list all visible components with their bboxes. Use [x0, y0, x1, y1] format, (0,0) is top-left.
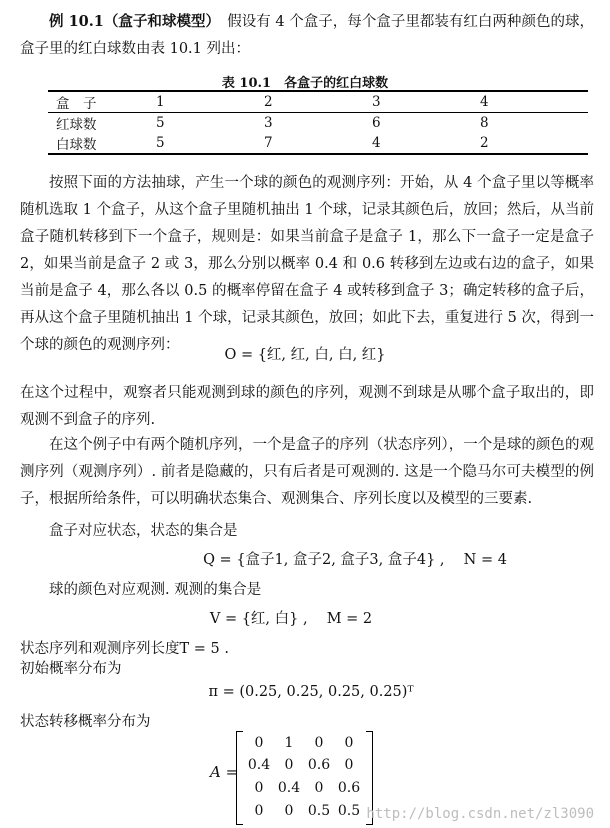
row-label: 白球数: [48, 133, 156, 154]
matrix-cell: 0.5: [337, 803, 361, 819]
header-cell: 4: [480, 91, 588, 113]
matrix-cell: 0: [314, 735, 324, 751]
matrix-cell: 0: [344, 735, 354, 751]
table-cell: 7: [264, 133, 372, 154]
matrix-left-bracket: [236, 731, 243, 825]
table-header-row: [48, 91, 588, 113]
procedure-paragraph: 按照下面的方法抽球，产生一个球的颜色的观测序列：开始，从 4 个盒子里以等概率随机选取 1 个盒子，从这个盒子里随机抽出 1 个球，记录其颜色后，放回；然后，从当前盒子随机转移到下一个盒子，规则是：如果当前盒子是盒子 1，那么下一盒子一定是盒子 2，如果当前是盒子 2 或 3，那么分别以概率 0.4 和 0.6 转移到左边或右边的盒子，如果当前是盒子 4，那么各以 0.5 的概率停留在盒子 4 或转移到盒子 3；确定转移的盒子后，再从这个盒子里随机抽出 1 个球，记录其颜色，放回；如此下去，重复进行 5 次，得到一个球的颜色的观测序列：: [20, 175, 594, 353]
table-cell: 3: [264, 115, 273, 131]
matrix-cell: 0: [284, 803, 294, 819]
header-cell: 1: [156, 91, 264, 113]
initial-distribution-formula: π = (0.25, 0.25, 0.25, 0.25)ᵀ: [208, 684, 414, 700]
hmm-paragraph: 在这个例子中有两个随机序列，一个是盒子的序列（状态序列），一个是球的颜色的观测序列（观测序列）. 前者是隐藏的，只有后者是可观测的. 这是一个隐马尔可夫模型的例子，根据所给条件，可以明确状态集合、观测集合、序列长度以及模型的三要素.: [20, 437, 594, 507]
table-cell: 8: [480, 115, 489, 131]
matrix-cell: 0: [254, 803, 264, 819]
observation-sequence-formula: O = {红, 红, 白, 白, 红}: [224, 347, 386, 363]
matrix-cell: 0.6: [307, 757, 331, 773]
matrix-cell: 0.6: [337, 780, 361, 796]
matrix-name: A =: [210, 763, 239, 781]
table-cell: 2: [480, 133, 588, 154]
example-label: 例 10.1（盒子和球模型）: [49, 13, 213, 30]
ball-count-table: [48, 90, 588, 155]
matrix-cell: 0: [284, 757, 294, 773]
table-cell: 6: [372, 115, 381, 131]
matrix-cell: 0.4: [277, 780, 301, 796]
observation-set-intro: 球的颜色对应观测. 观测的集合是: [49, 582, 262, 598]
table-caption: 表 10.1 各盒子的红白球数: [221, 76, 389, 91]
table-cell: 5: [156, 115, 165, 131]
matrix-cell: 0: [344, 757, 354, 773]
sequence-length-text: 状态序列和观测序列长度T = 5 .: [20, 641, 229, 657]
table-cell: 5: [156, 133, 264, 154]
matrix-cell: 0.5: [307, 803, 331, 819]
matrix-cell: 0: [314, 780, 324, 796]
header-cell: 2: [264, 91, 372, 113]
transition-matrix: [210, 729, 380, 825]
table-cell: 4: [372, 133, 480, 154]
initial-distribution-intro: 初始概率分布为: [20, 661, 122, 677]
observation-set-formula: V = {红, 白} , M = 2: [209, 611, 373, 627]
watermark-url: http://blog.csdn.net/zl3090: [366, 806, 594, 822]
transition-distribution-intro: 状态转移概率分布为: [20, 714, 151, 730]
matrix-cell: 1: [284, 735, 294, 751]
intro-paragraph: [20, 8, 594, 63]
header-cell: 盒 子: [48, 91, 156, 113]
matrix-cell: 0.4: [247, 757, 271, 773]
state-set-intro: 盒子对应状态，状态的集合是: [49, 523, 238, 539]
row-label: 红球数: [56, 117, 97, 133]
table-row: [48, 133, 588, 154]
matrix-cell: 0: [254, 780, 264, 796]
table-row: [48, 113, 588, 134]
state-set-formula: Q = {盒子1, 盒子2, 盒子3, 盒子4} , N = 4: [203, 552, 507, 568]
header-cell: 3: [372, 91, 480, 113]
observer-paragraph: 在这个过程中，观察者只能观测到球的颜色的序列，观测不到球是从哪个盒子取出的，即观测不到盒子的序列.: [20, 385, 594, 428]
matrix-cell: 0: [254, 735, 264, 751]
intro-text: 假设有 4 个盒子，每个盒子里都装有红白两种颜色的球，盒子里的红白球数由表 10.1 列出：: [20, 14, 594, 57]
